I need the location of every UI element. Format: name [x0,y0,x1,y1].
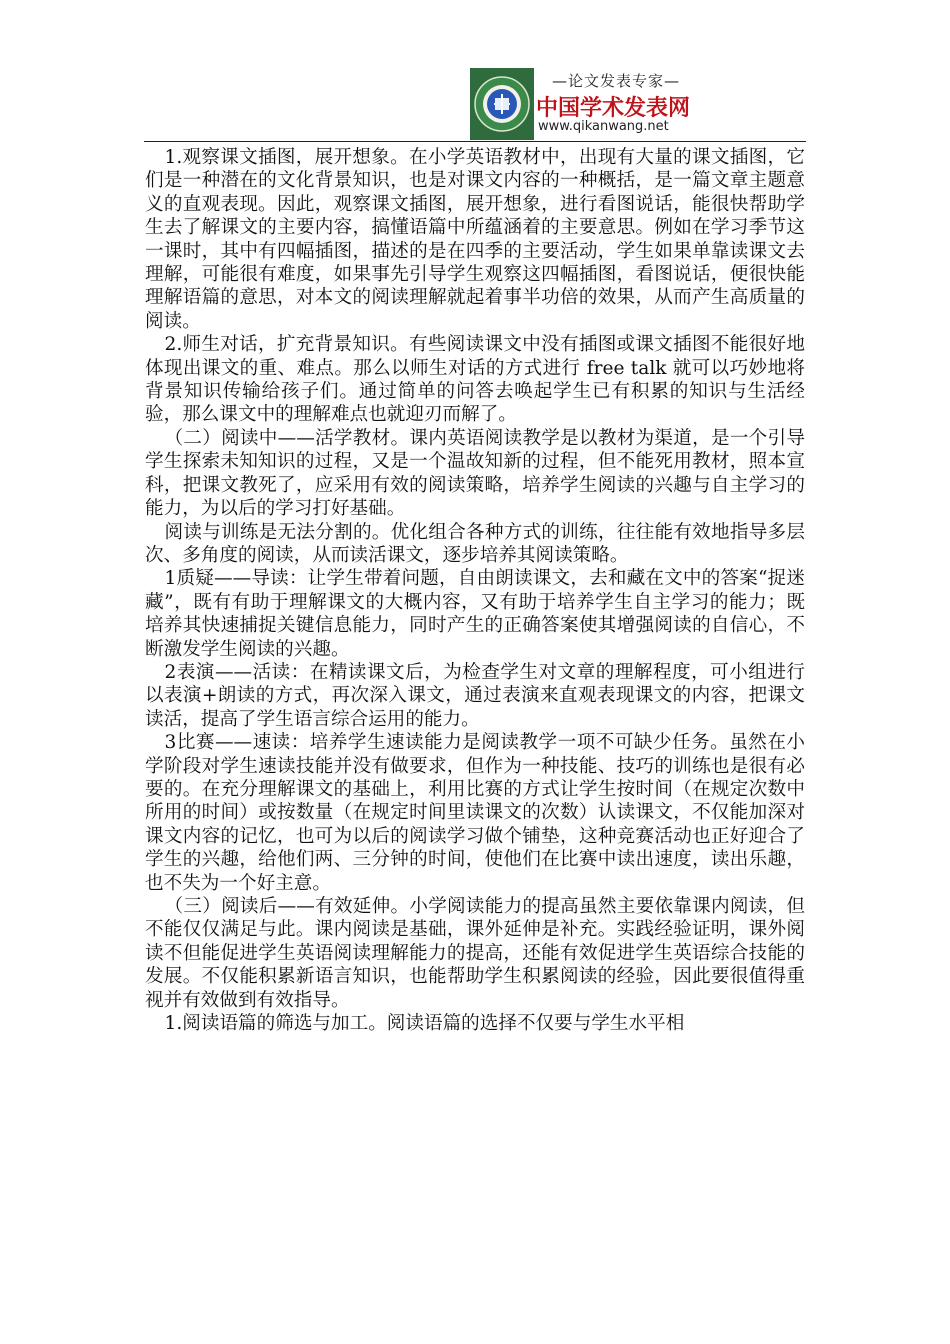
emblem-icon [470,68,534,140]
paragraph: 1质疑——导读：让学生带着问题，自由朗读课文，去和藏在文中的答案“捉迷藏”，既有有助于理解课文的大概内容，又有助于培养学生自主学习的能力；既培养其快速捕捉关键信息能力，同时产生的正确答案使其增强阅读的自信心，不断激发学生阅读的兴趣。 [145,568,805,660]
paragraph: （三）阅读后——有效延伸。小学阅读能力的提高虽然主要依靠课内阅读，但不能仅仅满足与此。课内阅读是基础，课外延伸是补充。实践经验证明，课外阅读不但能促进学生英语阅读理解能力的提高，还能有效促进学生英语综合技能的发展。不仅能积累新语言知识，也能帮助学生积累阅读的经验，因此要很值得重视并有效做到有效指导。 [145,896,805,1011]
paragraph: 2.师生对话，扩充背景知识。有些阅读课文中没有插图或课文插图不能很好地体现出课文的重、难点。那么以师生对话的方式进行 free talk 就可以巧妙地将背景知识传输给孩子们。通过简单的问答去唤起学生已有积累的知识与生活经验，那么课文中的理解难点也就迎刃而解了。 [145,334,805,426]
document-body [145,146,805,1035]
logo-brand: 中国学术发表网 [536,96,691,121]
logo-url: www.qikanwang.net [538,119,669,134]
paragraph: 阅读与训练是无法分割的。优化组合各种方式的训练，往往能有效地指导多层次、多角度的阅读，从而读活课文，逐步培养其阅读策略。 [145,521,805,566]
header-divider [144,141,806,142]
paragraph: 1.阅读语篇的筛选与加工。阅读语篇的选择不仅要与学生水平相 [164,1013,685,1035]
paragraph: 3比赛——速读：培养学生速读能力是阅读教学一项不可缺少任务。虽然在小学阶段对学生速读技能并没有做要求，但作为一种技能、技巧的训练也是很有必要的。在充分理解课文的基础上，利用比赛的方式让学生按时间（在规定次数中所用的时间）或按数量（在规定时间里读课文的次数）认读课文，不仅能加深对课文内容的记忆，也可为以后的阅读学习做个铺垫，这种竞赛活动也正好迎合了学生的兴趣，给他们两、三分钟的时间，使他们在比赛中读出速度，读出乐趣，也不失为一个好主意。 [145,732,805,894]
paragraph: （二）阅读中——活学教材。课内英语阅读教学是以教材为渠道，是一个引导学生探索未知知识的过程，又是一个温故知新的过程，但不能死用教材，照本宣科，把课文教死了，应采用有效的阅读策略，培养学生阅读的兴趣与自主学习的能力，为以后的学习打好基础。 [145,427,805,520]
site-logo [470,68,698,140]
logo-text [534,68,698,140]
paragraph: 1.观察课文插图，展开想象。在小学英语教材中，出现有大量的课文插图，它们是一种潜在的文化背景知识，也是对课文内容的一种概括，是一篇文章主题意义的直观表现。因此，观察课文插图，展开想象，进行看图说话，能很快帮助学生去了解课文的主要内容，搞懂语篇中所蕴涵着的主要意思。例如在学习季节这一课时，其中有四幅插图，描述的是在四季的主要活动，学生如果单靠读课文去理解，可能很有难度，如果事先引导学生观察这四幅插图，看图说话，便很快能理解语篇的意思，对本文的阅读理解就起着事半功倍的效果，从而产生高质量的阅读。 [145,147,805,332]
paragraph: 2表演——活读：在精读课文后，为检查学生对文章的理解程度，可小组进行以表演+朗读的方式，再次深入课文，通过表演来直观表现课文的内容，把课文读活，提高了学生语言综合运用的能力。 [145,661,805,730]
logo-tagline: —论文发表专家— [551,72,680,90]
